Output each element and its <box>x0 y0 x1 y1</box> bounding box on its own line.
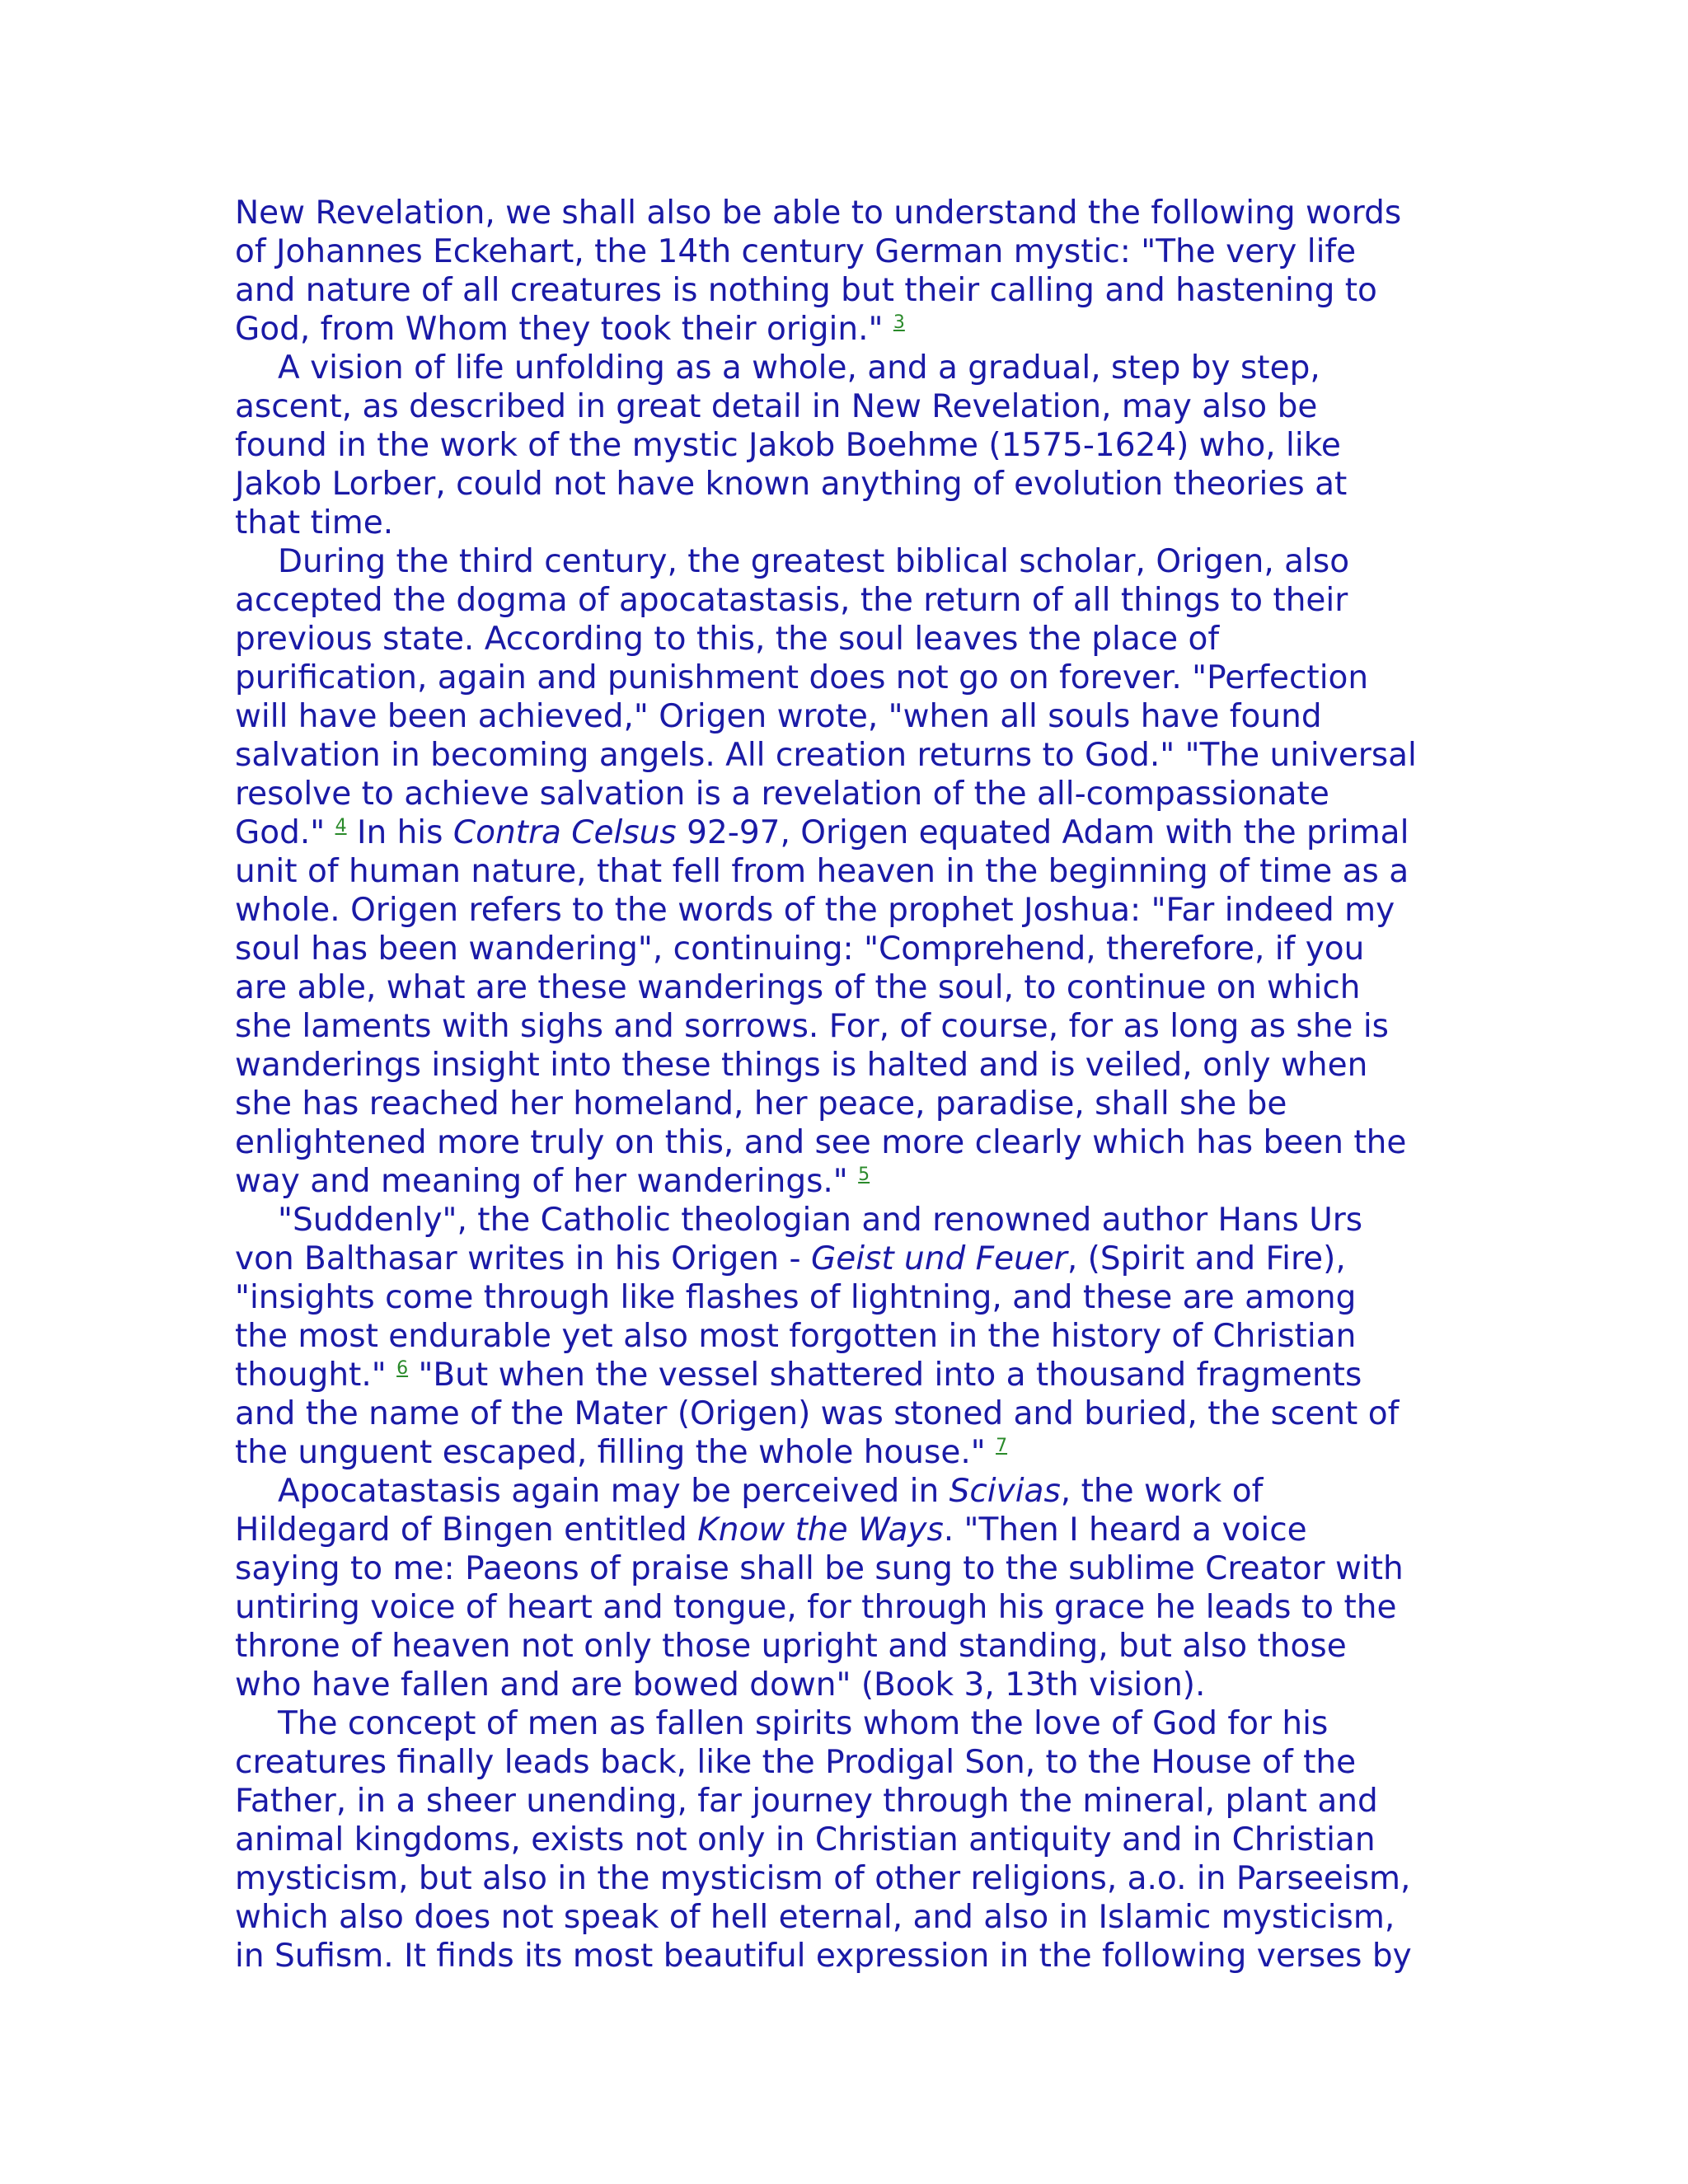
text-line <box>235 1743 1471 1782</box>
text-line <box>235 891 1471 930</box>
text-run: untiring voice of heart and tongue, for through his grace he leads to the <box>235 1589 1397 1626</box>
text-run: found in the work of the mystic Jakob Boehme (1575-1624) who, like <box>235 427 1341 464</box>
text-line <box>235 1356 1471 1394</box>
text-run: the most endurable yet also most forgotten in the history of Christian <box>235 1318 1357 1355</box>
text-line <box>235 852 1471 891</box>
text-line <box>235 1511 1471 1549</box>
text-run: she laments with sighs and sorrows. For, of course, for as long as she is <box>235 1008 1389 1045</box>
text-run: "But when the vessel shattered into a thousand fragments <box>408 1357 1362 1394</box>
paragraph <box>235 1704 1471 1975</box>
text-line <box>235 1201 1471 1240</box>
footnote-link[interactable]: 3 <box>893 312 905 333</box>
text-run: resolve to achieve salvation is a revelation of the all-compassionate <box>235 776 1329 813</box>
text-run: will have been achieved," Origen wrote, "when all souls have found <box>235 698 1322 735</box>
paragraph <box>235 349 1471 542</box>
footnote-link[interactable]: 5 <box>858 1165 870 1185</box>
text-line <box>235 1123 1471 1162</box>
text-run: way and meaning of her wanderings." <box>235 1163 859 1200</box>
text-run: saying to me: Paeons of praise shall be sung to the sublime Creator with <box>235 1550 1404 1587</box>
text-run: ascent, as described in great detail in New Revelation, may also be <box>235 388 1318 425</box>
text-run: whole. Origen refers to the words of the prophet Joshua: "Far indeed my <box>235 892 1395 929</box>
text-run: salvation in becoming angels. All creation returns to God." "The universal <box>235 737 1417 774</box>
text-line <box>235 968 1471 1007</box>
text-line <box>235 1007 1471 1046</box>
text-run: animal kingdoms, exists not only in Christian antiquity and in Christian <box>235 1821 1376 1858</box>
text-run: von Balthasar writes in his Origen - <box>235 1240 811 1277</box>
text-run: throne of heaven not only those upright and standing, but also those <box>235 1628 1347 1665</box>
footnote-link[interactable]: 6 <box>396 1358 409 1379</box>
document-page <box>235 194 1471 1975</box>
text-run: which also does not speak of hell eternal, and also in Islamic mysticism, <box>235 1899 1395 1936</box>
text-line <box>235 813 1471 852</box>
text-line <box>235 1588 1471 1627</box>
text-run: God." <box>235 814 335 851</box>
text-run: the unguent escaped, filling the whole house." <box>235 1434 996 1471</box>
text-run: "Suddenly", the Catholic theologian and renowned author Hans Urs <box>278 1202 1363 1239</box>
text-line <box>235 658 1471 697</box>
paragraph <box>235 1201 1471 1472</box>
text-line <box>235 1898 1471 1937</box>
text-run: of Johannes Eckehart, the 14th century German mystic: "The very life <box>235 233 1357 270</box>
text-run: accepted the dogma of apocatastasis, the return of all things to their <box>235 582 1348 619</box>
text-run: Apocatastasis again may be perceived in <box>278 1473 950 1510</box>
text-line <box>235 1046 1471 1085</box>
text-line <box>235 1549 1471 1588</box>
text-run: mysticism, but also in the mysticism of other religions, a.o. in Parseeism, <box>235 1860 1411 1897</box>
text-run: unit of human nature, that fell from heaven in the beginning of time as a <box>235 853 1409 890</box>
text-run: , the work of <box>1060 1473 1264 1510</box>
text-run: thought." <box>235 1357 397 1394</box>
text-line <box>235 930 1471 968</box>
text-run: who have fallen and are bowed down" (Book 3, 13th vision). <box>235 1666 1206 1704</box>
text-line <box>235 1627 1471 1666</box>
text-line <box>235 1433 1471 1472</box>
text-run: and nature of all creatures is nothing but their calling and hastening to <box>235 272 1377 309</box>
text-line <box>235 310 1471 349</box>
text-run: New Revelation, we shall also be able to understand the following words <box>235 194 1402 232</box>
paragraph <box>235 194 1471 349</box>
text-line <box>235 542 1471 581</box>
text-run: God, from Whom they took their origin." <box>235 311 893 348</box>
text-line <box>235 1162 1471 1201</box>
text-line <box>235 426 1471 465</box>
text-run: In his <box>346 814 453 851</box>
italic-title: Know the Ways <box>697 1511 944 1549</box>
text-run: soul has been wandering", continuing: "Comprehend, therefore, if you <box>235 930 1365 968</box>
text-run: that time. <box>235 504 394 541</box>
text-run: "insights come through like flashes of lightning, and these are among <box>235 1279 1357 1316</box>
text-line <box>235 1937 1471 1975</box>
paragraph <box>235 1472 1471 1704</box>
text-run: are able, what are these wanderings of the soul, to continue on which <box>235 969 1361 1006</box>
text-line <box>235 271 1471 310</box>
text-line <box>235 1394 1471 1433</box>
text-line <box>235 1472 1471 1511</box>
text-run: and the name of the Mater (Origen) was stoned and buried, the scent of <box>235 1395 1400 1432</box>
text-run: Hildegard of Bingen entitled <box>235 1511 698 1549</box>
paragraph <box>235 542 1471 1201</box>
text-line <box>235 349 1471 387</box>
text-line <box>235 697 1471 736</box>
text-line <box>235 387 1471 426</box>
text-line <box>235 775 1471 813</box>
text-line <box>235 1821 1471 1859</box>
footnote-link[interactable]: 7 <box>996 1436 1008 1456</box>
text-line <box>235 736 1471 775</box>
text-line <box>235 232 1471 271</box>
text-run: Jakob Lorber, could not have known anything of evolution theories at <box>235 466 1348 503</box>
text-line <box>235 1666 1471 1704</box>
text-run: Father, in a sheer unending, far journey through the mineral, plant and <box>235 1783 1378 1820</box>
text-run: . "Then I heard a voice <box>943 1511 1307 1549</box>
text-run: The concept of men as fallen spirits whom the love of God for his <box>278 1705 1329 1742</box>
text-line <box>235 1317 1471 1356</box>
text-run: During the third century, the greatest biblical scholar, Origen, also <box>278 543 1350 580</box>
footnote-link[interactable]: 4 <box>335 816 347 837</box>
text-run: , (Spirit and Fire), <box>1067 1240 1346 1277</box>
text-line <box>235 1085 1471 1123</box>
text-run: she has reached her homeland, her peace, paradise, shall she be <box>235 1085 1287 1122</box>
text-line <box>235 194 1471 232</box>
text-line <box>235 1782 1471 1821</box>
text-run: purification, again and punishment does not go on forever. "Perfection <box>235 659 1369 696</box>
text-line <box>235 1278 1471 1317</box>
text-line <box>235 1240 1471 1278</box>
text-line <box>235 620 1471 658</box>
text-line <box>235 465 1471 504</box>
text-line <box>235 581 1471 620</box>
text-run: A vision of life unfolding as a whole, and a gradual, step by step, <box>278 349 1320 387</box>
text-run: creatures finally leads back, like the Prodigal Son, to the House of the <box>235 1744 1357 1781</box>
text-run: previous state. According to this, the soul leaves the place of <box>235 621 1220 658</box>
italic-title: Scivias <box>949 1473 1061 1510</box>
italic-title: Geist und Feuer <box>811 1240 1067 1277</box>
text-run: enlightened more truly on this, and see more clearly which has been the <box>235 1124 1407 1161</box>
text-run: in Sufism. It finds its most beautiful expression in the following verses by <box>235 1938 1412 1975</box>
italic-title: Contra Celsus <box>452 814 677 851</box>
text-run: 92-97, Origen equated Adam with the primal <box>676 814 1409 851</box>
text-line <box>235 504 1471 542</box>
text-line <box>235 1704 1471 1743</box>
text-line <box>235 1859 1471 1898</box>
text-run: wanderings insight into these things is halted and is veiled, only when <box>235 1047 1368 1084</box>
